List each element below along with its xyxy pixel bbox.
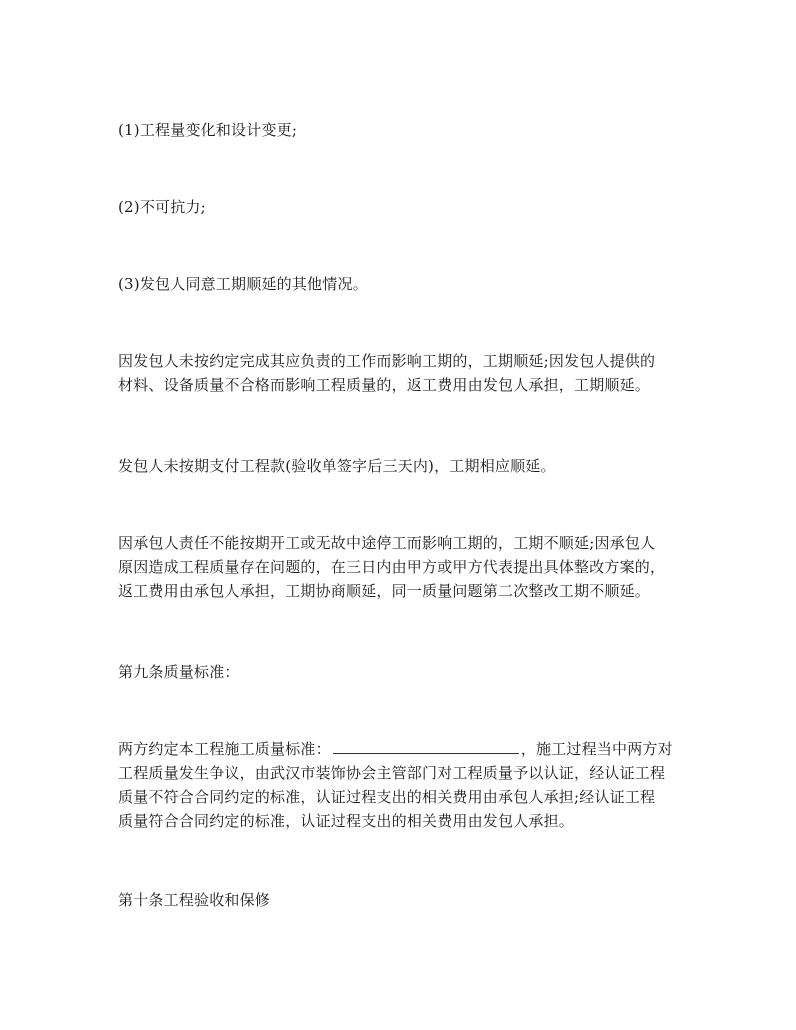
- paragraph-line: 因承包人责任不能按期开工或无故中途停工而影响工期的，工期不顺延;因承包人: [118, 534, 656, 552]
- article-10-heading-text: 第十条工程验收和保修: [118, 891, 271, 909]
- item-force-majeure-text: (2)不可抗力;: [118, 198, 206, 216]
- paragraph-owner-delay: [118, 349, 688, 397]
- quality-standard-blank-field[interactable]: [333, 739, 519, 754]
- paragraph-line: 原因造成工程质量存在问题的，在三日内由甲方或甲方代表提出具体整改方案的，: [118, 558, 666, 576]
- paragraph-line: [118, 737, 688, 761]
- paragraph-payment-delay: [118, 454, 688, 478]
- item-other-cases-text: (3)发包人同意工期顺延的其他情况。: [118, 275, 368, 293]
- article-9-heading-text: 第九条质量标准：: [118, 663, 240, 681]
- paragraph-line: 返工费用由承包人承担，工期协商顺延，同一质量问题第二次整改工期不顺延。: [118, 582, 651, 600]
- paragraph-contractor-delay: [118, 531, 688, 603]
- item-design-change-text: (1)工程量变化和设计变更;: [118, 121, 298, 139]
- quality-standard-label: 两方约定本工程施工质量标准：: [118, 740, 331, 758]
- quality-standard-continuation: ，施工过程当中两方对: [520, 740, 673, 758]
- paragraph-line: 发包人未按期支付工程款(验收单签字后三天内)，工期相应顺延。: [118, 457, 556, 475]
- paragraph-line: 质量符合合同约定的标准，认证过程支出的相关费用由发包人承担。: [118, 812, 575, 830]
- paragraph-line: 材料、设备质量不合格而影响工程质量的，返工费用由发包人承担，工期顺延。: [118, 376, 651, 394]
- paragraph-line: 因发包人未按约定完成其应负责的工作而影响工期的，工期顺延;因发包人提供的: [118, 352, 656, 370]
- paragraph-quality-standard: [118, 737, 688, 833]
- item-design-change: [118, 118, 688, 142]
- article-9-heading: [118, 660, 688, 684]
- article-10-heading: [118, 888, 688, 912]
- item-force-majeure: [118, 195, 688, 219]
- paragraph-line: 质量不符合合同约定的标准，认证过程支出的相关费用由承包人承担;经认证工程: [118, 788, 656, 806]
- paragraph-line: 工程质量发生争议，由武汉市装饰协会主管部门对工程质量予以认证，经认证工程: [118, 764, 666, 782]
- item-other-cases: [118, 272, 688, 296]
